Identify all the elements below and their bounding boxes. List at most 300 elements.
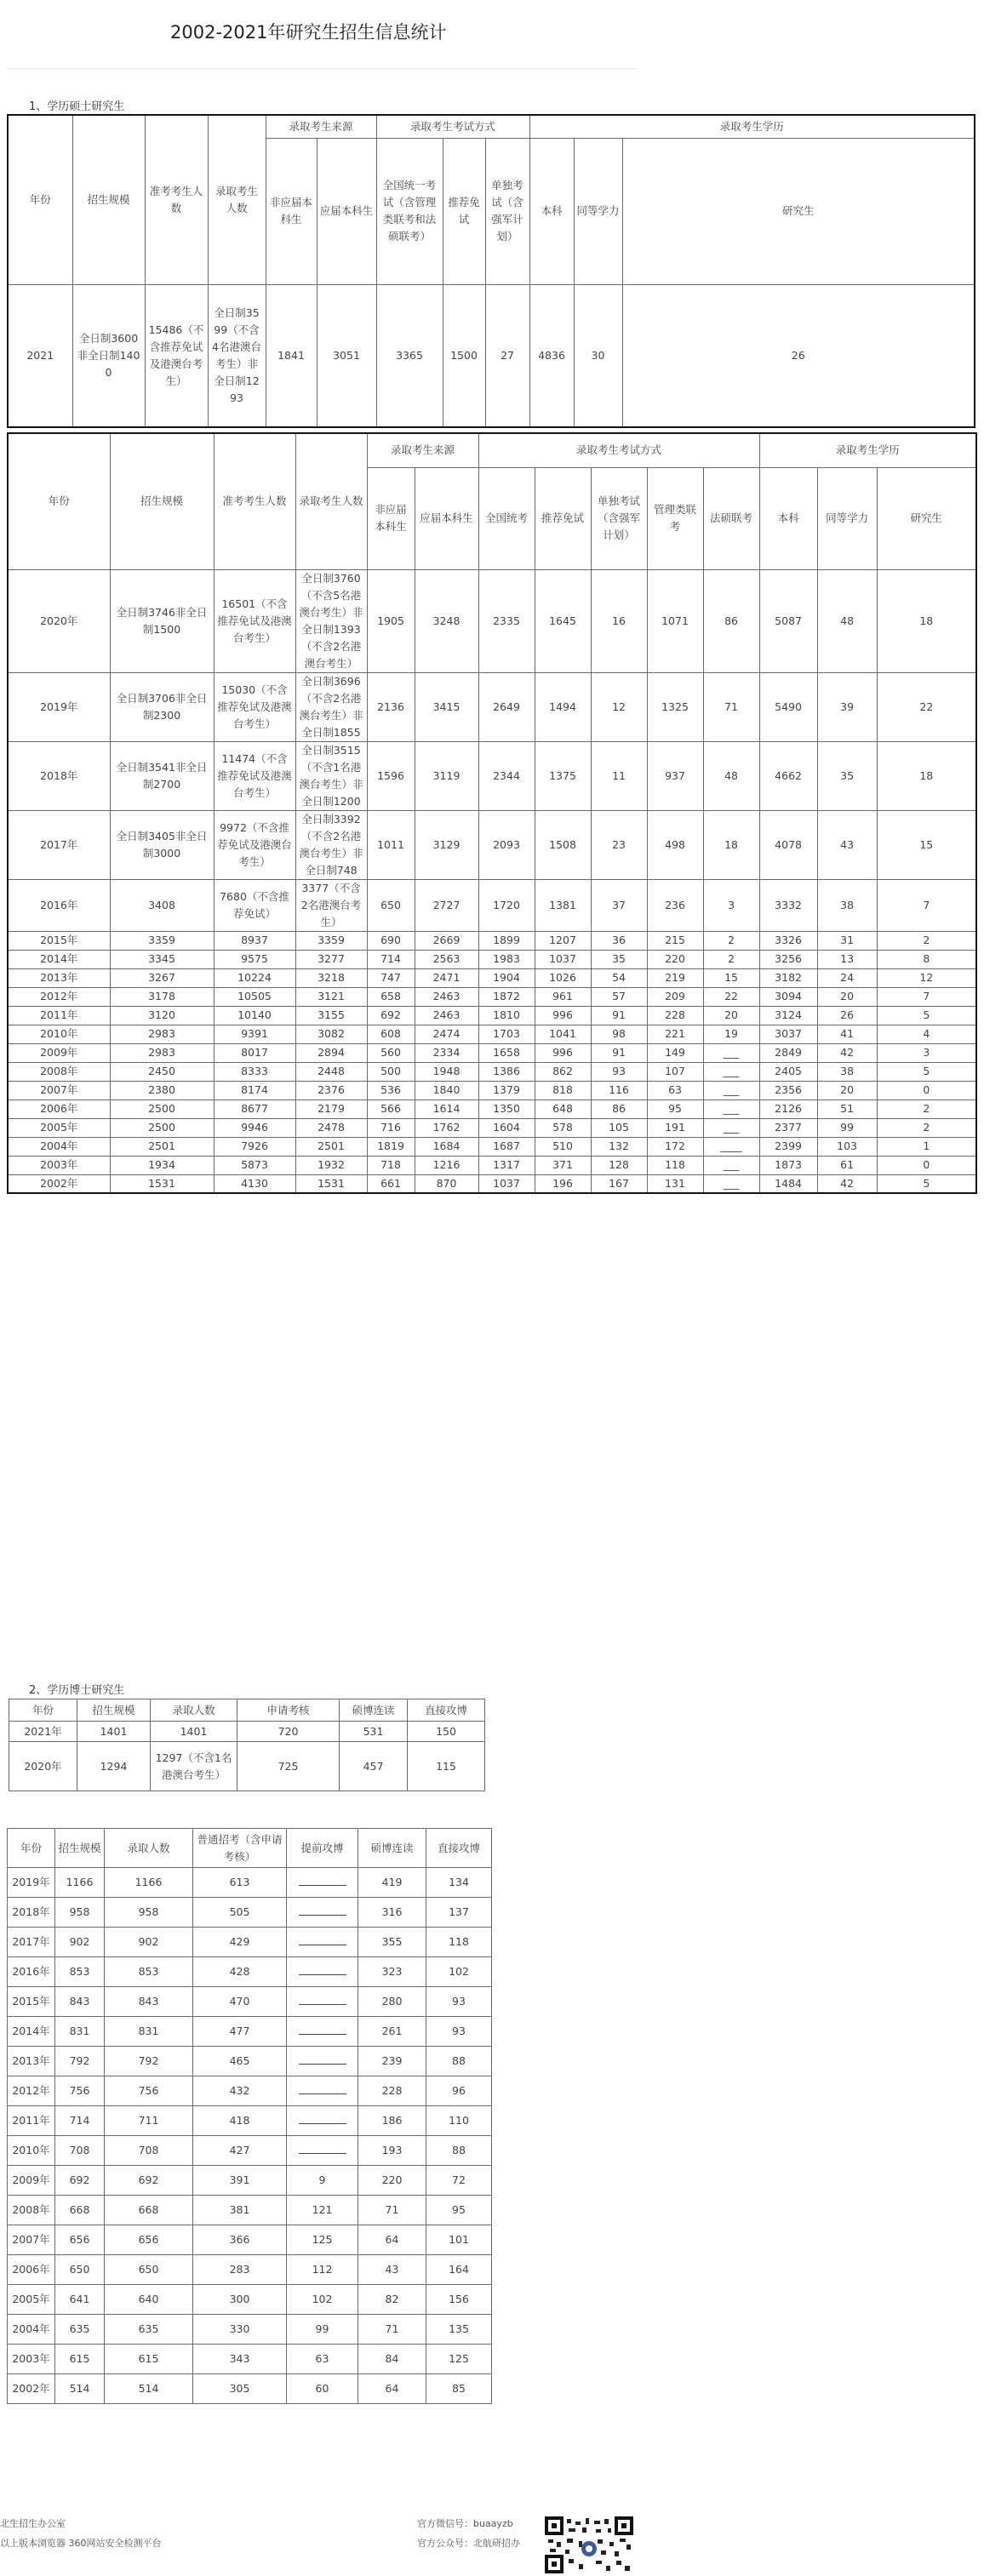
header-general: 普通招考（含申请考核）: [193, 1829, 287, 1868]
cell-year: 2013年: [8, 2047, 55, 2076]
cell-fresh: 2471: [415, 968, 478, 987]
cell-plan: 3120: [110, 1006, 214, 1025]
cell-admit: 902: [105, 1928, 193, 1957]
cell-combined: 82: [358, 2285, 426, 2315]
cell-combined: 280: [358, 1987, 426, 2017]
cell-apply: 725: [237, 1742, 340, 1791]
footer-wechat-id: 官方微信号：buaayzb: [417, 2518, 513, 2529]
cell-plan: 2983: [110, 1025, 214, 1043]
cell-law: 18: [703, 810, 759, 879]
cell-fresh: 1762: [415, 1118, 478, 1137]
cell-year: 2002年: [8, 2374, 55, 2404]
cell-year: 2017年: [8, 810, 110, 879]
cell-plan: 792: [55, 2047, 105, 2076]
cell-year: 2009年: [8, 2166, 55, 2196]
header-year: 年份: [8, 1829, 55, 1868]
cell-year: 2020年: [9, 1742, 77, 1791]
cell-admit: 全日制3392（不含2名港澳台考生）非全日制748: [295, 810, 367, 879]
cell-mgmt: 1071: [647, 569, 703, 672]
cell-national: 1379: [478, 1081, 535, 1100]
cell-nonfresh: 500: [367, 1062, 415, 1081]
cell-exam: 9972（不含推荐免试及港澳台考生）: [214, 810, 295, 879]
section-title-doctor: 2、学历博士研究生: [29, 1684, 125, 1697]
cell-general: 470: [193, 1987, 287, 2017]
cell-mgmt: 149: [647, 1043, 703, 1062]
cell-recommend: 1645: [535, 569, 591, 672]
cell-admit: 650: [105, 2255, 193, 2285]
cell-year: 2012年: [8, 2076, 55, 2106]
cell-admit: 792: [105, 2047, 193, 2076]
cell-law: 22: [703, 987, 759, 1006]
cell-equiv: 30: [574, 284, 622, 427]
cell-recommend: 862: [535, 1062, 591, 1081]
cell-law: 86: [703, 569, 759, 672]
cell-equiv: 35: [817, 741, 877, 810]
cell-recommend: 1494: [535, 672, 591, 741]
cell-equiv: 42: [817, 1174, 877, 1193]
cell-early: [287, 2047, 358, 2076]
cell-plan: 全日制3600非全日制1400: [72, 284, 145, 427]
cell-direct: 164: [426, 2255, 492, 2285]
cell-recommend: 996: [535, 1006, 591, 1025]
cell-law: 15: [703, 968, 759, 987]
cell-direct: 88: [426, 2047, 492, 2076]
cell-equiv: 20: [817, 987, 877, 1006]
cell-early: 121: [287, 2196, 358, 2225]
cell-national: 1604: [478, 1118, 535, 1137]
cell-direct: 134: [426, 1868, 492, 1898]
cell-admit: 3082: [295, 1025, 367, 1043]
cell-direct: 156: [426, 2285, 492, 2315]
cell-bachelor: 2399: [759, 1137, 817, 1156]
cell-early: 112: [287, 2255, 358, 2285]
cell-grad: 5: [877, 1006, 976, 1025]
cell-early: [287, 2136, 358, 2166]
table-row: [8, 2106, 492, 2136]
cell-bachelor: 2377: [759, 1118, 817, 1137]
cell-admit: 1166: [105, 1868, 193, 1898]
cell-direct: 93: [426, 1987, 492, 2017]
cell-mgmt: 118: [647, 1156, 703, 1174]
cell-plan: 641: [55, 2285, 105, 2315]
cell-nonfresh: 1905: [367, 569, 415, 672]
cell-grad: 1: [877, 1137, 976, 1156]
cell-law: ___: [703, 1174, 759, 1193]
cell-year: 2019年: [8, 1868, 55, 1898]
cell-direct: 115: [408, 1742, 485, 1791]
cell-nonfresh: 560: [367, 1043, 415, 1062]
cell-equiv: 99: [817, 1118, 877, 1137]
cell-year: 2012年: [8, 987, 110, 1006]
table-row: [8, 931, 976, 950]
table-row: [8, 1987, 492, 2017]
cell-fresh: 2474: [415, 1025, 478, 1043]
cell-equiv: 38: [817, 879, 877, 931]
cell-law: ____: [703, 1137, 759, 1156]
header-group-edu: 录取考生学历: [529, 115, 975, 138]
cell-recommend: 371: [535, 1156, 591, 1174]
cell-national: 2649: [478, 672, 535, 741]
cell-recommend: 1381: [535, 879, 591, 931]
page-title: 2002-2021年研究生招生信息统计: [170, 22, 447, 43]
cell-national: 1810: [478, 1006, 535, 1025]
cell-grad: 0: [877, 1081, 976, 1100]
table-row: [8, 1957, 492, 1987]
empty-dash: [299, 2057, 346, 2065]
table-row: [8, 2047, 492, 2076]
cell-combined: 64: [358, 2225, 426, 2255]
cell-plan: 514: [55, 2374, 105, 2404]
cell-law: ___: [703, 1081, 759, 1100]
cell-plan: 1531: [110, 1174, 214, 1193]
header-bachelor: 本科: [529, 138, 574, 284]
cell-early: 63: [287, 2345, 358, 2374]
cell-nonfresh: 566: [367, 1100, 415, 1118]
table-row: [8, 950, 976, 968]
header-row: [9, 1699, 485, 1722]
table-row: [8, 1174, 976, 1193]
cell-year: 2010年: [8, 2136, 55, 2166]
header-nonfresh: 非应届本科生: [266, 138, 317, 284]
table-row: [9, 1742, 485, 1791]
cell-admit: 全日制3760（不含5名港澳台考生）非全日制1393（不含2名港澳台考生）: [295, 569, 367, 672]
cell-general: 305: [193, 2374, 287, 2404]
cell-combined: 419: [358, 1868, 426, 1898]
header-recommend: 推荐免试: [535, 467, 591, 569]
cell-general: 432: [193, 2076, 287, 2106]
cell-year: 2018年: [8, 1898, 55, 1928]
table-row: [8, 1006, 976, 1025]
table-row: [8, 1898, 492, 1928]
cell-plan: 853: [55, 1957, 105, 1987]
cell-plan: 全日制3706非全日制2300: [110, 672, 214, 741]
cell-mgmt: 215: [647, 931, 703, 950]
table-row: [8, 2255, 492, 2285]
cell-bachelor: 3326: [759, 931, 817, 950]
header-exam: 准考考生人数: [145, 115, 208, 284]
table-row: [8, 2166, 492, 2196]
header-bachelor: 本科: [759, 467, 817, 569]
cell-national: 1386: [478, 1062, 535, 1081]
cell-law: ___: [703, 1100, 759, 1118]
cell-equiv: 51: [817, 1100, 877, 1118]
cell-direct: 85: [426, 2374, 492, 2404]
cell-direct: 125: [426, 2345, 492, 2374]
table-row: [8, 1043, 976, 1062]
cell-exam: 8174: [214, 1081, 295, 1100]
cell-exam: 16501（不含推荐免试及港澳台考生）: [214, 569, 295, 672]
cell-grad: 5: [877, 1062, 976, 1081]
cell-mgmt: 220: [647, 950, 703, 968]
cell-exam: 8937: [214, 931, 295, 950]
cell-admit: 692: [105, 2166, 193, 2196]
header-year: 年份: [9, 1699, 77, 1722]
cell-year: 2007年: [8, 2225, 55, 2255]
cell-recommend: 1037: [535, 950, 591, 968]
table-row: [8, 569, 976, 672]
cell-year: 2002年: [8, 1174, 110, 1193]
cell-year: 2016年: [8, 1957, 55, 1987]
cell-year: 2015年: [8, 1987, 55, 2017]
cell-exam: 11474（不含推荐免试及港澳台考生）: [214, 741, 295, 810]
cell-equiv: 38: [817, 1062, 877, 1081]
table-row: [8, 1062, 976, 1081]
cell-admit: 640: [105, 2285, 193, 2315]
cell-exam: 4130: [214, 1174, 295, 1193]
cell-plan: 843: [55, 1987, 105, 2017]
table-row: [8, 284, 975, 427]
cell-plan: 3178: [110, 987, 214, 1006]
cell-single: 128: [591, 1156, 647, 1174]
cell-admit: 635: [105, 2315, 193, 2345]
cell-recommend: 961: [535, 987, 591, 1006]
cell-early: [287, 1987, 358, 2017]
cell-plan: 2983: [110, 1043, 214, 1062]
cell-single: 57: [591, 987, 647, 1006]
cell-law: 71: [703, 672, 759, 741]
cell-nonfresh: 1841: [266, 284, 317, 427]
empty-dash: [299, 1878, 346, 1886]
cell-single: 98: [591, 1025, 647, 1043]
cell-grad: 5: [877, 1174, 976, 1193]
cell-exam: 7680（不含推荐免试）: [214, 879, 295, 931]
cell-mgmt: 228: [647, 1006, 703, 1025]
cell-early: [287, 2017, 358, 2047]
cell-year: 2017年: [8, 1928, 55, 1957]
cell-grad: 22: [877, 672, 976, 741]
cell-plan: 2450: [110, 1062, 214, 1081]
cell-year: 2007年: [8, 1081, 110, 1100]
cell-admit: 2179: [295, 1100, 367, 1118]
cell-national: 1904: [478, 968, 535, 987]
cell-plan: 1401: [77, 1722, 151, 1742]
cell-year: 2013年: [8, 968, 110, 987]
table-row: [8, 879, 976, 931]
cell-general: 330: [193, 2315, 287, 2345]
cell-admit: 1297（不含1名港澳台考生）: [151, 1742, 237, 1791]
cell-early: 102: [287, 2285, 358, 2315]
cell-admit: 756: [105, 2076, 193, 2106]
empty-dash: [299, 2116, 346, 2124]
cell-plan: 1166: [55, 1868, 105, 1898]
cell-fresh: 3415: [415, 672, 478, 741]
cell-year: 2006年: [8, 2255, 55, 2285]
cell-admit: 1401: [151, 1722, 237, 1742]
cell-single: 93: [591, 1062, 647, 1081]
cell-mgmt: 209: [647, 987, 703, 1006]
cell-general: 428: [193, 1957, 287, 1987]
cell-early: 99: [287, 2315, 358, 2345]
cell-mgmt: 498: [647, 810, 703, 879]
cell-law: ___: [703, 1043, 759, 1062]
cell-admit: 全日制3696（不含2名港澳台考生）非全日制1855: [295, 672, 367, 741]
cell-direct: 137: [426, 1898, 492, 1928]
cell-plan: 2500: [110, 1100, 214, 1118]
cell-combined: 457: [340, 1742, 408, 1791]
cell-recommend: 1500: [443, 284, 485, 427]
cell-early: 9: [287, 2166, 358, 2196]
cell-fresh: 1948: [415, 1062, 478, 1081]
cell-admit: 656: [105, 2225, 193, 2255]
cell-single: 91: [591, 1043, 647, 1062]
cell-general: 366: [193, 2225, 287, 2255]
cell-general: 381: [193, 2196, 287, 2225]
table-row: [8, 987, 976, 1006]
cell-grad: 2: [877, 1100, 976, 1118]
cell-year: 2021年: [9, 1722, 77, 1742]
cell-equiv: 13: [817, 950, 877, 968]
cell-year: 2021: [8, 284, 72, 427]
cell-mgmt: 107: [647, 1062, 703, 1081]
cell-equiv: 43: [817, 810, 877, 879]
doctor-2002-2019-table: [7, 1828, 492, 2404]
footer-official-account: 官方公众号：北航研招办: [417, 2538, 520, 2549]
cell-plan: 1294: [77, 1742, 151, 1791]
cell-law: ___: [703, 1156, 759, 1174]
cell-bachelor: 4662: [759, 741, 817, 810]
cell-law: ___: [703, 1118, 759, 1137]
cell-exam: 7926: [214, 1137, 295, 1156]
header-national: 全国统一考试（含管理类联考和法硕联考）: [376, 138, 443, 284]
cell-direct: 72: [426, 2166, 492, 2196]
cell-plan: 650: [55, 2255, 105, 2285]
cell-plan: 3345: [110, 950, 214, 968]
cell-year: 2018年: [8, 741, 110, 810]
cell-bachelor: 3332: [759, 879, 817, 931]
cell-exam: 15030（不含推荐免试及港澳台考生）: [214, 672, 295, 741]
cell-direct: 110: [426, 2106, 492, 2136]
cell-nonfresh: 2136: [367, 672, 415, 741]
cell-fresh: 1614: [415, 1100, 478, 1118]
cell-mgmt: 221: [647, 1025, 703, 1043]
cell-grad: 8: [877, 950, 976, 968]
table-row: [8, 1156, 976, 1174]
header-equiv: 同等学力: [817, 467, 877, 569]
cell-single: 27: [485, 284, 529, 427]
cell-law: 2: [703, 931, 759, 950]
cell-year: 2015年: [8, 931, 110, 950]
cell-bachelor: 3256: [759, 950, 817, 968]
cell-single: 36: [591, 931, 647, 950]
table-row: [8, 2285, 492, 2315]
cell-nonfresh: 658: [367, 987, 415, 1006]
cell-admit: 1531: [295, 1174, 367, 1193]
cell-single: 132: [591, 1137, 647, 1156]
table-row: [8, 810, 976, 879]
cell-direct: 102: [426, 1957, 492, 1987]
table-row: [8, 1118, 976, 1137]
cell-mgmt: 131: [647, 1174, 703, 1193]
cell-national: 1983: [478, 950, 535, 968]
header-law: 法硕联考: [703, 467, 759, 569]
cell-grad: 4: [877, 1025, 976, 1043]
header-group-source: 录取考生来源: [367, 433, 478, 467]
cell-fresh: 3051: [317, 284, 376, 427]
cell-bachelor: 5490: [759, 672, 817, 741]
divider: [7, 68, 637, 69]
cell-national: 1317: [478, 1156, 535, 1174]
header-direct: 直接攻博: [426, 1829, 492, 1868]
cell-combined: 323: [358, 1957, 426, 1987]
cell-national: 1350: [478, 1100, 535, 1118]
header-group-source: 录取考生来源: [266, 115, 376, 138]
cell-national: 1658: [478, 1043, 535, 1062]
cell-general: 427: [193, 2136, 287, 2166]
footer-left-line2: 以上版本浏览器 360网站安全检测平台: [0, 2538, 162, 2549]
cell-recommend: 1026: [535, 968, 591, 987]
cell-exam: 9391: [214, 1025, 295, 1043]
cell-national: 1899: [478, 931, 535, 950]
cell-recommend: 818: [535, 1081, 591, 1100]
cell-general: 418: [193, 2106, 287, 2136]
cell-general: 505: [193, 1898, 287, 1928]
cell-plan: 2380: [110, 1081, 214, 1100]
cell-recommend: 648: [535, 1100, 591, 1118]
cell-year: 2004年: [8, 2315, 55, 2345]
cell-equiv: 41: [817, 1025, 877, 1043]
cell-plan: 708: [55, 2136, 105, 2166]
cell-admit: 668: [105, 2196, 193, 2225]
cell-admit: 3359: [295, 931, 367, 950]
cell-mgmt: 219: [647, 968, 703, 987]
cell-mgmt: 172: [647, 1137, 703, 1156]
header-apply: 申请考核: [237, 1699, 340, 1722]
cell-recommend: 1207: [535, 931, 591, 950]
cell-fresh: 1684: [415, 1137, 478, 1156]
cell-grad: 2: [877, 1118, 976, 1137]
header-plan: 招生规模: [72, 115, 145, 284]
cell-exam: 15486（不含推荐免试及港澳台考生）: [145, 284, 208, 427]
cell-year: 2016年: [8, 879, 110, 931]
qr-code-image: [545, 2516, 634, 2574]
cell-grad: 18: [877, 569, 976, 672]
cell-year: 2020年: [8, 569, 110, 672]
cell-admit: 514: [105, 2374, 193, 2404]
cell-bachelor: 2849: [759, 1043, 817, 1062]
cell-admit: 711: [105, 2106, 193, 2136]
doctor-2020-2021-table: [9, 1699, 485, 1791]
cell-plan: 902: [55, 1928, 105, 1957]
empty-dash: [299, 2087, 346, 2094]
cell-combined: 239: [358, 2047, 426, 2076]
cell-single: 16: [591, 569, 647, 672]
cell-recommend: 196: [535, 1174, 591, 1193]
cell-grad: 7: [877, 879, 976, 931]
cell-plan: 714: [55, 2106, 105, 2136]
cell-nonfresh: 716: [367, 1118, 415, 1137]
header-group-method: 录取考生考试方式: [376, 115, 529, 138]
cell-bachelor: 5087: [759, 569, 817, 672]
cell-law: 20: [703, 1006, 759, 1025]
cell-admit: 3277: [295, 950, 367, 968]
cell-combined: 84: [358, 2345, 426, 2374]
cell-grad: 15: [877, 810, 976, 879]
footer-left-line1: 北生招生办公室: [0, 2518, 66, 2529]
header-exam: 准考考生人数: [214, 433, 295, 569]
cell-single: 167: [591, 1174, 647, 1193]
cell-admit: 2376: [295, 1081, 367, 1100]
table-row: [8, 1137, 976, 1156]
cell-grad: 7: [877, 987, 976, 1006]
empty-dash: [299, 1938, 346, 1945]
cell-recommend: 1041: [535, 1025, 591, 1043]
cell-direct: 118: [426, 1928, 492, 1957]
cell-early: 125: [287, 2225, 358, 2255]
cell-law: 2: [703, 950, 759, 968]
cell-plan: 756: [55, 2076, 105, 2106]
cell-year: 2014年: [8, 950, 110, 968]
cell-admit: 2478: [295, 1118, 367, 1137]
